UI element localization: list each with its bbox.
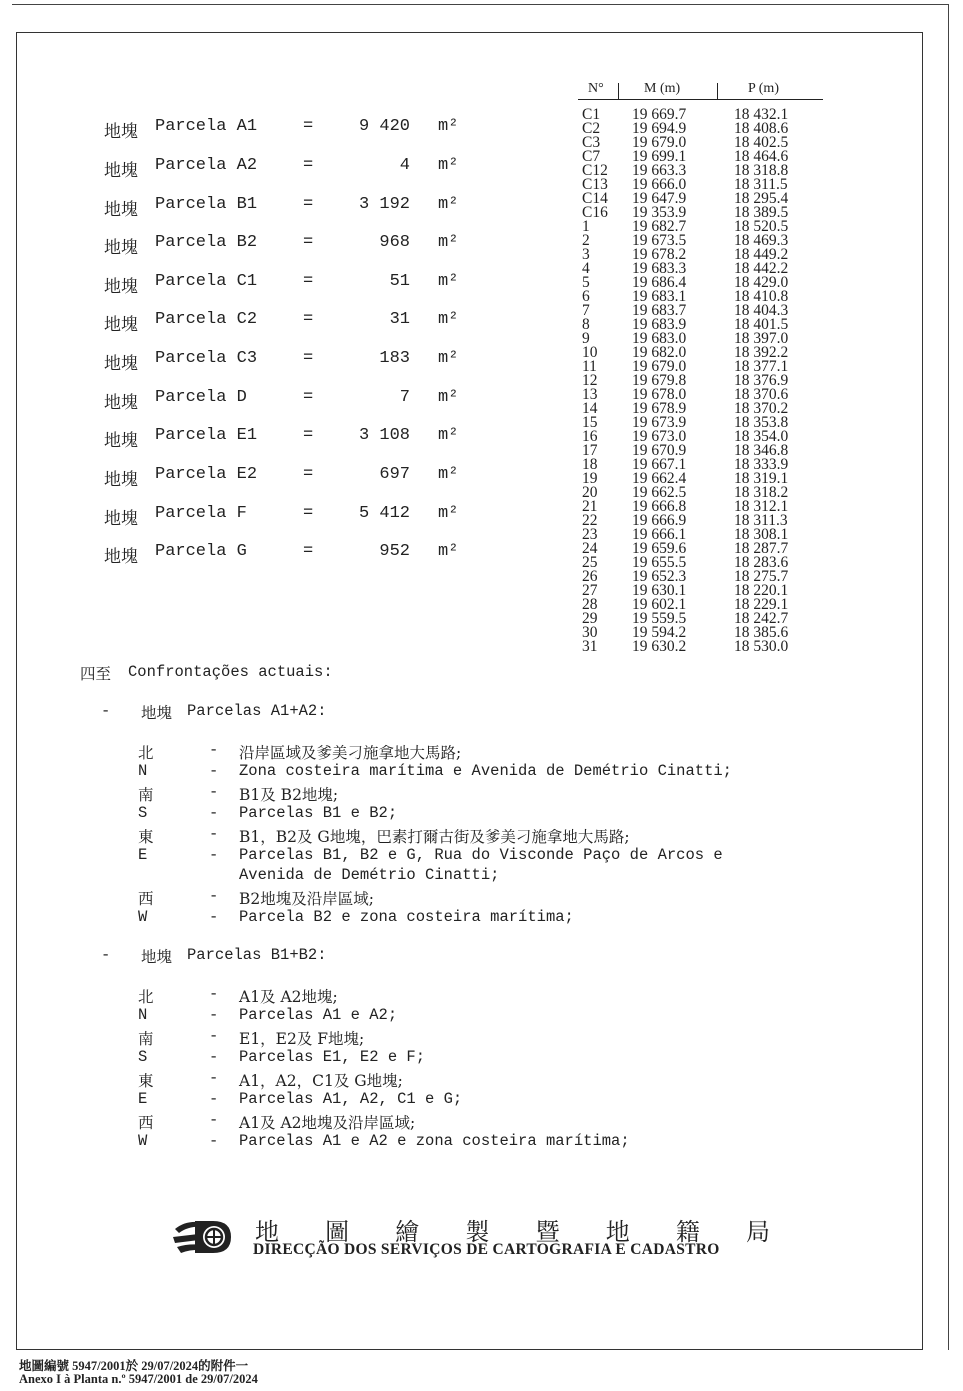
confrontation-text: B1，B2及 G地塊，巴素打爾古街及爹美刁施拿地大馬路; [239,828,630,846]
point-number: 1 [582,218,590,235]
p-coordinate: 18 346.8 [734,442,789,459]
line-dash: - [209,1090,219,1108]
p-coordinate: 18 401.5 [734,316,789,333]
point-number: 2 [582,232,590,249]
m-coordinate: 19 683.9 [632,316,687,333]
p-coordinate: 18 312.1 [734,498,789,515]
area-unit: m² [438,349,459,368]
equals-sign: = [303,117,314,136]
direction-label: E [138,846,148,864]
parcel-area-value: 968 [379,233,410,252]
point-number: 16 [582,428,598,445]
p-coordinate: 18 408.6 [734,120,789,137]
point-number: 12 [582,372,598,389]
line-dash: - [209,741,219,759]
group-dash: - [101,702,111,720]
point-number: 8 [582,316,590,333]
parcel-label-zh: 地塊 [104,122,138,142]
area-unit: m² [438,504,459,523]
p-coordinate: 18 530.0 [734,638,789,655]
point-number: 5 [582,274,590,291]
confrontations-heading: Confrontações actuais: [128,663,333,681]
p-coordinate: 18 410.8 [734,288,789,305]
p-coordinate: 18 469.3 [734,232,789,249]
line-dash: - [209,1132,219,1150]
confrontation-text: Parcelas A1, A2, C1 e G; [239,1090,463,1108]
point-number: 6 [582,288,590,305]
equals-sign: = [303,388,314,407]
p-coordinate: 18 354.0 [734,428,789,445]
equals-sign: = [303,504,314,523]
p-coordinate: 18 520.5 [734,218,789,235]
direction-label: 東 [138,1072,154,1090]
header-number: N° [588,81,604,96]
m-coordinate: 19 683.0 [632,330,687,347]
m-coordinate: 19 666.0 [632,176,687,193]
frame-top-rule [12,4,949,5]
point-number: 25 [582,554,598,571]
area-unit: m² [438,117,459,136]
point-number: 15 [582,414,598,431]
confrontation-text: A1及 A2地塊及沿岸區域; [239,1114,416,1132]
parcel-area-value: 5 412 [358,504,410,523]
m-coordinate: 19 678.2 [632,246,687,263]
agency-name-char: 地 [255,1218,279,1246]
confrontation-text: Parcelas B1, B2 e G, Rua do Visconde Paço de Arcos e [239,846,723,864]
p-coordinate: 18 319.1 [734,470,789,487]
parcel-name: Parcela E1 [155,426,258,445]
agency-name-char: 局 [745,1218,770,1246]
parcel-label-zh: 地塊 [104,200,138,220]
point-number: 17 [582,442,598,459]
parcel-area-value: 952 [379,542,410,561]
m-coordinate: 19 669.7 [632,106,687,123]
parcel-label-zh: 地塊 [104,470,138,490]
equals-sign: = [303,426,314,445]
p-coordinate: 18 311.5 [734,176,788,193]
point-number: C7 [582,148,601,165]
line-dash: - [209,908,219,926]
agency-name-char: 籍 [675,1218,700,1246]
m-coordinate: 19 679.0 [632,134,687,151]
equals-sign: = [303,195,314,214]
parcel-name: Parcela A1 [155,117,258,136]
parcel-label-zh: 地塊 [104,161,138,181]
parcel-area-value: 9 420 [358,117,410,136]
parcel-name: Parcela E2 [155,465,258,484]
point-number: 31 [582,638,598,655]
annex-line: Anexo I à Planta n.º 5947/2001 de 29/07/2024 [19,1372,258,1386]
confrontations-heading-zh: 四至 [80,665,112,683]
parcel-area-value: 51 [389,272,410,291]
agency-name-char: 製 [465,1218,490,1246]
m-coordinate: 19 683.3 [632,260,687,277]
point-number: C13 [582,176,608,193]
p-coordinate: 18 229.1 [734,596,789,613]
p-coordinate: 18 392.2 [734,344,789,361]
line-dash: - [209,985,219,1003]
direction-label: E [138,1090,148,1108]
m-coordinate: 19 647.9 [632,190,687,207]
confrontation-text-continued: Avenida de Demétrio Cinatti; [239,866,500,884]
confrontation-text: 沿岸區域及爹美刁施拿地大馬路; [239,744,462,762]
p-coordinate: 18 353.8 [734,414,789,431]
p-coordinate: 18 397.0 [734,330,789,347]
direction-label: N [138,762,148,780]
confrontation-text: Parcelas A1 e A2 e zona costeira marítima; [239,1132,630,1150]
p-coordinate: 18 385.6 [734,624,789,641]
direction-label: 南 [138,786,154,804]
group-dash: - [101,946,111,964]
confrontation-text: E1，E2及 F地塊; [239,1030,365,1048]
confrontation-text: B1及 B2地塊; [239,786,339,804]
parcel-label-zh: 地塊 [104,547,138,567]
parcel-name: Parcela A2 [155,156,258,175]
p-coordinate: 18 295.4 [734,190,789,207]
area-unit: m² [438,310,459,329]
parcel-label-zh: 地塊 [104,509,138,529]
group-title: Parcelas A1+A2: [187,702,327,720]
dscc-logo-icon [173,1217,235,1257]
point-number: 30 [582,624,598,641]
parcel-name: Parcela C1 [155,272,258,291]
m-coordinate: 19 630.2 [632,638,687,655]
m-coordinate: 19 602.1 [632,596,687,613]
m-coordinate: 19 659.6 [632,540,687,557]
confrontation-text: A1及 A2地塊; [239,988,338,1006]
m-coordinate: 19 662.4 [632,470,687,487]
p-coordinate: 18 377.1 [734,358,789,375]
point-number: 4 [582,260,590,277]
area-unit: m² [438,465,459,484]
point-number: 18 [582,456,598,473]
equals-sign: = [303,542,314,561]
m-coordinate: 19 686.4 [632,274,687,291]
parcel-area-value: 7 [399,388,410,407]
confrontation-text: B2地塊及沿岸區域; [239,890,374,908]
annex-line-zh: 地圖編號 5947/2001於 29/07/2024的附件一 [19,1359,249,1373]
p-coordinate: 18 242.7 [734,610,789,627]
point-number: 29 [582,610,598,627]
m-coordinate: 19 667.1 [632,456,687,473]
m-coordinate: 19 679.0 [632,358,687,375]
m-coordinate: 19 630.1 [632,582,687,599]
parcel-name: Parcela F [155,504,247,523]
m-coordinate: 19 679.8 [632,372,687,389]
p-coordinate: 18 464.6 [734,148,789,165]
parcel-name: Parcela B1 [155,195,258,214]
m-coordinate: 19 663.3 [632,162,687,179]
area-unit: m² [438,233,459,252]
m-coordinate: 19 678.0 [632,386,687,403]
m-coordinate: 19 666.1 [632,526,687,543]
m-coordinate: 19 655.5 [632,554,687,571]
point-number: 24 [582,540,598,557]
m-coordinate: 19 683.1 [632,288,687,305]
direction-label: 北 [138,744,154,762]
parcel-label-zh: 地塊 [104,277,138,297]
p-coordinate: 18 318.8 [734,162,789,179]
confrontation-text: Parcelas B1 e B2; [239,804,398,822]
point-number: C2 [582,120,601,137]
p-coordinate: 18 370.6 [734,386,789,403]
equals-sign: = [303,349,314,368]
parcel-area-value: 3 192 [358,195,410,214]
parcel-name: Parcela B2 [155,233,258,252]
line-dash: - [209,804,219,822]
point-number: 28 [582,596,598,613]
m-coordinate: 19 662.5 [632,484,687,501]
p-coordinate: 18 404.3 [734,302,789,319]
p-coordinate: 18 283.6 [734,554,789,571]
line-dash: - [209,825,219,843]
line-dash: - [209,887,219,905]
point-number: 14 [582,400,598,417]
parcel-label-zh: 地塊 [104,393,138,413]
point-number: 11 [582,358,597,375]
line-dash: - [209,1027,219,1045]
equals-sign: = [303,272,314,291]
parcel-label-zh: 地塊 [104,431,138,451]
m-coordinate: 19 673.0 [632,428,687,445]
point-number: 27 [582,582,598,599]
point-number: C14 [582,190,608,207]
m-coordinate: 19 673.5 [632,232,687,249]
header-m: M (m) [644,81,681,96]
line-dash: - [209,1006,219,1024]
parcel-label-zh: 地塊 [104,238,138,258]
point-number: 23 [582,526,598,543]
point-number: 22 [582,512,598,529]
m-coordinate: 19 682.7 [632,218,687,235]
parcel-area-value: 3 108 [358,426,410,445]
direction-label: 南 [138,1030,154,1048]
p-coordinate: 18 333.9 [734,456,789,473]
parcel-label-zh: 地塊 [104,354,138,374]
confrontation-text: Parcelas A1 e A2; [239,1006,398,1024]
direction-label: W [138,1132,148,1150]
point-number: 3 [582,246,590,263]
p-coordinate: 18 402.5 [734,134,789,151]
direction-label: 西 [138,1114,154,1132]
agency-name-char: 圖 [325,1218,350,1246]
header-p: P (m) [748,81,779,96]
direction-label: 西 [138,890,154,908]
group-title-zh: 地塊 [141,704,173,722]
parcel-area-value: 4 [399,156,410,175]
group-title: Parcelas B1+B2: [187,946,327,964]
direction-label: W [138,908,148,926]
m-coordinate: 19 673.9 [632,414,687,431]
point-number: C12 [582,162,608,179]
m-coordinate: 19 666.9 [632,512,687,529]
p-coordinate: 18 429.0 [734,274,789,291]
m-coordinate: 19 594.2 [632,624,687,641]
parcel-area-value: 183 [379,349,410,368]
m-coordinate: 19 682.0 [632,344,687,361]
point-number: C3 [582,134,601,151]
line-dash: - [209,1069,219,1087]
line-dash: - [209,1048,219,1066]
header-separator [717,83,718,99]
area-unit: m² [438,542,459,561]
area-unit: m² [438,195,459,214]
equals-sign: = [303,465,314,484]
parcel-area-value: 31 [389,310,410,329]
m-coordinate: 19 652.3 [632,568,687,585]
header-separator [618,83,619,99]
group-title-zh: 地塊 [141,948,173,966]
point-number: 10 [582,344,598,361]
point-number: C1 [582,106,601,123]
p-coordinate: 18 376.9 [734,372,789,389]
confrontation-text: A1，A2，C1及 G地塊; [239,1072,403,1090]
area-unit: m² [438,426,459,445]
point-number: 13 [582,386,598,403]
point-number: 7 [582,302,590,319]
frame-right-rule [948,4,949,1350]
line-dash: - [209,762,219,780]
parcel-name: Parcela C3 [155,349,258,368]
m-coordinate: 19 666.8 [632,498,687,515]
direction-label: N [138,1006,148,1024]
point-number: 20 [582,484,598,501]
p-coordinate: 18 308.1 [734,526,789,543]
parcel-label-zh: 地塊 [104,315,138,335]
direction-label: S [138,1048,148,1066]
m-coordinate: 19 559.5 [632,610,687,627]
m-coordinate: 19 678.9 [632,400,687,417]
direction-label: 東 [138,828,154,846]
agency-name-char: 地 [605,1218,630,1246]
confrontation-text: Parcela B2 e zona costeira marítima; [239,908,574,926]
p-coordinate: 18 432.1 [734,106,789,123]
agency-name-char: 暨 [535,1218,560,1246]
p-coordinate: 18 311.3 [734,512,788,529]
point-number: 9 [582,330,590,347]
area-unit: m² [438,272,459,291]
m-coordinate: 19 699.1 [632,148,687,165]
line-dash: - [209,1111,219,1129]
m-coordinate: 19 670.9 [632,442,687,459]
direction-label: 北 [138,988,154,1006]
direction-label: S [138,804,148,822]
coordinate-table-header [578,80,823,100]
parcel-area-value: 697 [379,465,410,484]
p-coordinate: 18 449.2 [734,246,789,263]
m-coordinate: 19 694.9 [632,120,687,137]
parcel-name: Parcela D [155,388,247,407]
p-coordinate: 18 318.2 [734,484,789,501]
p-coordinate: 18 370.2 [734,400,789,417]
p-coordinate: 18 389.5 [734,204,789,221]
p-coordinate: 18 220.1 [734,582,789,599]
m-coordinate: 19 683.7 [632,302,687,319]
agency-name: DIRECÇÃO DOS SERVIÇOS DE CARTOGRAFIA E CADASTRO [253,1241,720,1258]
line-dash: - [209,783,219,801]
agency-name-char: 繪 [395,1218,420,1246]
parcel-name: Parcela C2 [155,310,258,329]
point-number: 21 [582,498,598,515]
p-coordinate: 18 442.2 [734,260,789,277]
area-unit: m² [438,156,459,175]
confrontation-text: Parcelas E1, E2 e F; [239,1048,426,1066]
equals-sign: = [303,310,314,329]
m-coordinate: 19 353.9 [632,204,687,221]
p-coordinate: 18 275.7 [734,568,789,585]
point-number: 26 [582,568,598,585]
p-coordinate: 18 287.7 [734,540,789,557]
point-number: C16 [582,204,608,221]
parcel-name: Parcela G [155,542,247,561]
confrontation-text: Zona costeira marítima e Avenida de Demétrio Cinatti; [239,762,732,780]
point-number: 19 [582,470,598,487]
area-unit: m² [438,388,459,407]
line-dash: - [209,846,219,864]
equals-sign: = [303,233,314,252]
equals-sign: = [303,156,314,175]
